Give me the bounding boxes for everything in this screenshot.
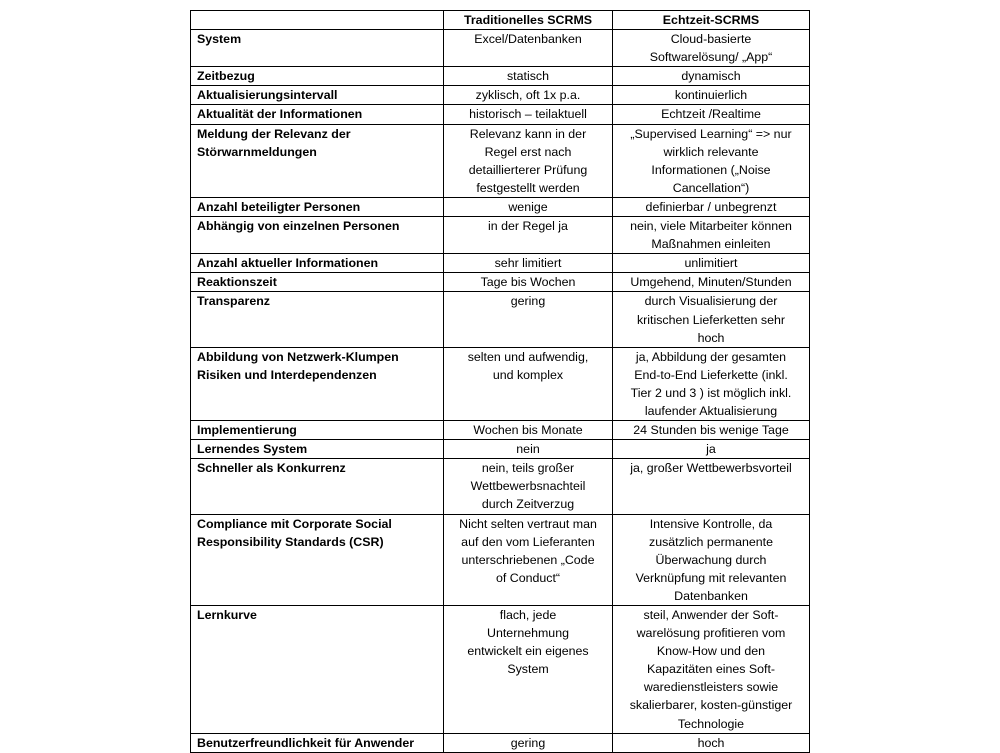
- traditional-scrms-cell: selten und aufwendig, und komplex: [444, 347, 613, 420]
- criterion-cell: Lernkurve: [191, 606, 444, 734]
- header-cell-criterion: [191, 11, 444, 30]
- table-row: [191, 459, 810, 514]
- criterion-cell: Benutzerfreundlichkeit für Anwender: [191, 734, 444, 753]
- realtime-scrms-cell: kontinuierlich: [613, 86, 810, 105]
- header-row: [191, 11, 810, 30]
- realtime-scrms-cell: definierbar / unbegrenzt: [613, 197, 810, 216]
- realtime-scrms-cell: ja, Abbildung der gesamten End-to-End Lieferkette (inkl. Tier 2 und 3 ) ist möglich inkl. laufender Aktualisierung: [613, 347, 810, 420]
- table-row: [191, 440, 810, 459]
- criterion-cell: Anzahl aktueller Informationen: [191, 254, 444, 273]
- table-row: [191, 105, 810, 124]
- table-row: [191, 273, 810, 292]
- table-row: [191, 254, 810, 273]
- criterion-cell: Anzahl beteiligter Personen: [191, 197, 444, 216]
- criterion-cell: System: [191, 30, 444, 67]
- criterion-cell: Aktualisierungsintervall: [191, 86, 444, 105]
- traditional-scrms-cell: Tage bis Wochen: [444, 273, 613, 292]
- comparison-table: [190, 10, 810, 753]
- table-row: [191, 347, 810, 420]
- traditional-scrms-cell: Wochen bis Monate: [444, 421, 613, 440]
- criterion-cell: Meldung der Relevanz der Störwarnmeldungen: [191, 124, 444, 197]
- table-row: [191, 217, 810, 254]
- criterion-cell: Aktualität der Informationen: [191, 105, 444, 124]
- traditional-scrms-cell: Excel/Datenbanken: [444, 30, 613, 67]
- realtime-scrms-cell: hoch: [613, 734, 810, 753]
- realtime-scrms-cell: unlimitiert: [613, 254, 810, 273]
- realtime-scrms-cell: Umgehend, Minuten/Stunden: [613, 273, 810, 292]
- traditional-scrms-cell: nein: [444, 440, 613, 459]
- criterion-cell: Reaktionszeit: [191, 273, 444, 292]
- traditional-scrms-cell: gering: [444, 292, 613, 347]
- realtime-scrms-cell: steil, Anwender der Soft- warelösung profitieren vom Know-How und den Kapazitäten eines Soft- waredienstleisters sowie skalierbarer, kosten-günstiger Technologie: [613, 606, 810, 734]
- traditional-scrms-cell: gering: [444, 734, 613, 753]
- realtime-scrms-cell: Intensive Kontrolle, da zusätzlich permanente Überwachung durch Verknüpfung mit relevanten Datenbanken: [613, 514, 810, 605]
- realtime-scrms-cell: Cloud-basierte Softwarelösung/ „App“: [613, 30, 810, 67]
- realtime-scrms-cell: Echtzeit /Realtime: [613, 105, 810, 124]
- criterion-cell: Transparenz: [191, 292, 444, 347]
- traditional-scrms-cell: historisch – teilaktuell: [444, 105, 613, 124]
- table-row: [191, 86, 810, 105]
- table-row: [191, 124, 810, 197]
- traditional-scrms-cell: zyklisch, oft 1x p.a.: [444, 86, 613, 105]
- header-cell-realtime: Echtzeit-SCRMS: [613, 11, 810, 30]
- table-row: [191, 197, 810, 216]
- realtime-scrms-cell: „Supervised Learning“ => nur wirklich relevante Informationen („Noise Cancellation“): [613, 124, 810, 197]
- criterion-cell: Zeitbezug: [191, 67, 444, 86]
- header-cell-traditional: Traditionelles SCRMS: [444, 11, 613, 30]
- realtime-scrms-cell: durch Visualisierung der kritischen Lieferketten sehr hoch: [613, 292, 810, 347]
- traditional-scrms-cell: Nicht selten vertraut man auf den vom Lieferanten unterschriebenen „Code of Conduct“: [444, 514, 613, 605]
- table-body: [191, 30, 810, 753]
- traditional-scrms-cell: statisch: [444, 67, 613, 86]
- criterion-cell: Compliance mit Corporate Social Responsibility Standards (CSR): [191, 514, 444, 605]
- table-row: [191, 606, 810, 734]
- traditional-scrms-cell: nein, teils großer Wettbewerbsnachteil durch Zeitverzug: [444, 459, 613, 514]
- table-row: [191, 30, 810, 67]
- traditional-scrms-cell: Relevanz kann in der Regel erst nach detaillierterer Prüfung festgestellt werden: [444, 124, 613, 197]
- realtime-scrms-cell: ja: [613, 440, 810, 459]
- realtime-scrms-cell: dynamisch: [613, 67, 810, 86]
- realtime-scrms-cell: ja, großer Wettbewerbsvorteil: [613, 459, 810, 514]
- traditional-scrms-cell: in der Regel ja: [444, 217, 613, 254]
- criterion-cell: Schneller als Konkurrenz: [191, 459, 444, 514]
- realtime-scrms-cell: 24 Stunden bis wenige Tage: [613, 421, 810, 440]
- realtime-scrms-cell: nein, viele Mitarbeiter können Maßnahmen einleiten: [613, 217, 810, 254]
- criterion-cell: Implementierung: [191, 421, 444, 440]
- traditional-scrms-cell: sehr limitiert: [444, 254, 613, 273]
- table-row: [191, 67, 810, 86]
- criterion-cell: Abbildung von Netzwerk-Klumpen Risiken und Interdependenzen: [191, 347, 444, 420]
- criterion-cell: Lernendes System: [191, 440, 444, 459]
- traditional-scrms-cell: wenige: [444, 197, 613, 216]
- traditional-scrms-cell: flach, jede Unternehmung entwickelt ein eigenes System: [444, 606, 613, 734]
- table-row: [191, 292, 810, 347]
- criterion-cell: Abhängig von einzelnen Personen: [191, 217, 444, 254]
- table-row: [191, 421, 810, 440]
- table-row: [191, 514, 810, 605]
